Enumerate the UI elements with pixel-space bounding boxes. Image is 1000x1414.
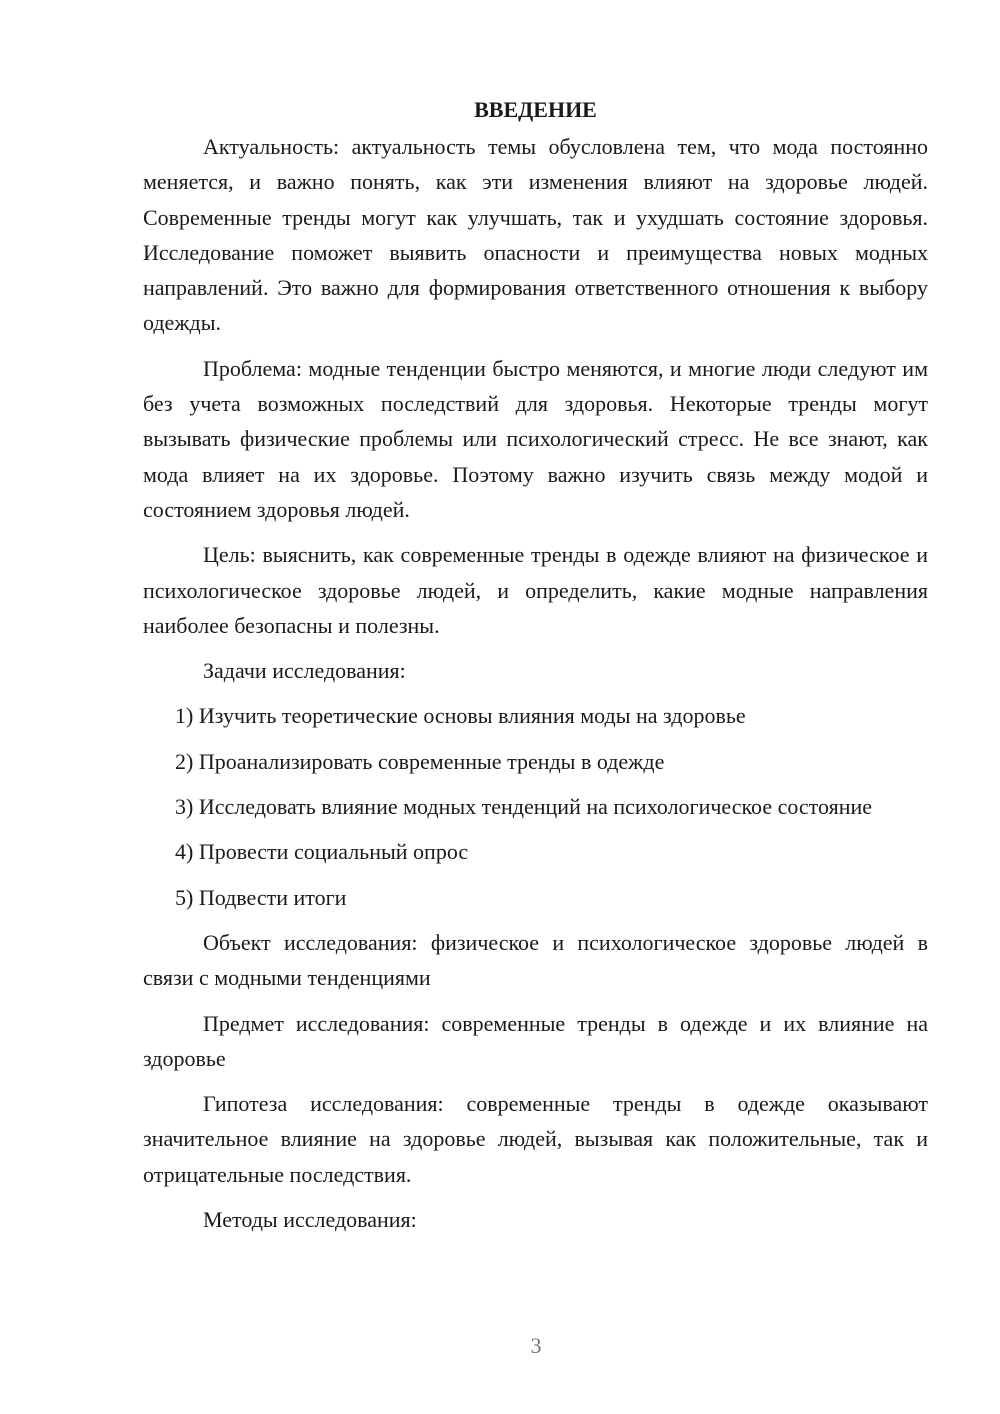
paragraph-object: Объект исследования: физическое и психологическое здоровье людей в связи с модными тенденциями: [143, 929, 928, 991]
paragraph-problem: Проблема: модные тенденции быстро меняются, и многие люди следуют им без учета возможных последствий для здоровья. Некоторые тренды могут вызывать физические проблемы или психологический стресс. Не все знают, как мода влияет на их здоровье. Поэтому важно изучить связь между модой и состоянием здоровья людей.: [143, 355, 928, 522]
task-item-3: 3) Исследовать влияние модных тенденций на психологическое состояние: [175, 794, 873, 820]
task-item-1: 1) Изучить теоретические основы влияния моды на здоровье: [175, 703, 746, 729]
paragraph-subject: Предмет исследования: современные тренды в одежде и их влияние на здоровье: [143, 1010, 928, 1071]
section-title: ВВЕДЕНИЕ: [474, 97, 597, 122]
document-page: [143, 92, 928, 1247]
methods-heading: Методы исследования:: [203, 1207, 417, 1233]
page-number: 3: [530, 1333, 542, 1358]
paragraph-relevance: Актуальность: актуальность темы обусловлена тем, что мода постоянно меняется, и важно понять, как эти изменения влияют на здоровье людей. Современные тренды могут как улучшать, так и ухудшать состояние здоровья. Исследование поможет выявить опасности и преимущества новых модных направлений. Это важно для формирования ответственного отношения к выбору одежды.: [143, 134, 928, 336]
task-item-2: 2) Проанализировать современные тренды в одежде: [175, 748, 665, 774]
paragraph-goal: Цель: выяснить, как современные тренды в одежде влияют на физическое и психологическое здоровье людей, и определить, какие модные направления наиболее безопасны и полезны.: [143, 542, 928, 638]
task-item-4: 4) Провести социальный опрос: [175, 839, 469, 865]
tasks-heading: Задачи исследования:: [203, 658, 406, 684]
task-item-5: 5) Подвести итоги: [175, 884, 347, 910]
paragraph-hypothesis: Гипотеза исследования: современные тренды в одежде оказывают значительное влияние на здоровье людей, вызывая как положительные, так и отрицательные последствия.: [143, 1091, 928, 1187]
